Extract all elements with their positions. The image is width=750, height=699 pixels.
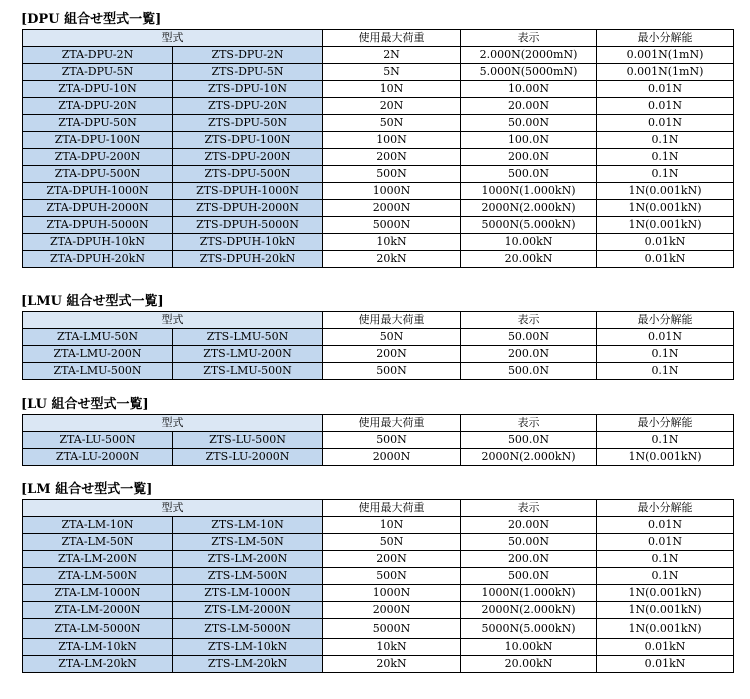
zta-model-cell: ZTA-LU-2000N <box>23 449 173 466</box>
zts-model-cell: ZTS-LMU-50N <box>173 329 323 346</box>
display-cell: 10.00kN <box>461 234 597 251</box>
section-title: [LU 組合せ型式一覧] <box>21 397 149 412</box>
min-resolution-cell: 0.1N <box>597 132 734 149</box>
max-load-cell: 200N <box>323 346 461 363</box>
table-row <box>23 329 734 346</box>
display-cell: 20.00N <box>461 517 597 534</box>
table-row <box>23 363 734 380</box>
max-load-cell: 50N <box>323 115 461 132</box>
max-load-cell: 2N <box>323 47 461 64</box>
display-cell: 50.00N <box>461 534 597 551</box>
table-row <box>23 517 734 534</box>
table-row <box>23 115 734 132</box>
min-resolution-cell: 0.001N(1mN) <box>597 64 734 81</box>
header-max-load: 使用最大荷重 <box>323 30 461 47</box>
display-cell: 200.0N <box>461 551 597 568</box>
header-display: 表示 <box>461 415 597 432</box>
zts-model-cell: ZTS-LM-1000N <box>173 585 323 602</box>
max-load-cell: 500N <box>323 363 461 380</box>
max-load-cell: 20kN <box>323 656 461 673</box>
table-row <box>23 47 734 64</box>
zta-model-cell: ZTA-LMU-50N <box>23 329 173 346</box>
table-row <box>23 132 734 149</box>
table-row <box>23 200 734 217</box>
zta-model-cell: ZTA-DPU-500N <box>23 166 173 183</box>
header-row <box>23 500 734 517</box>
min-resolution-cell: 0.01N <box>597 81 734 98</box>
table-row <box>23 619 734 639</box>
max-load-cell: 1000N <box>323 585 461 602</box>
zta-model-cell: ZTA-DPU-100N <box>23 132 173 149</box>
min-resolution-cell: 0.1N <box>597 149 734 166</box>
zts-model-cell: ZTS-DPU-100N <box>173 132 323 149</box>
min-resolution-cell: 1N(0.001kN) <box>597 619 734 639</box>
header-display: 表示 <box>461 30 597 47</box>
table-row <box>23 217 734 234</box>
header-type: 型式 <box>23 415 323 432</box>
zta-model-cell: ZTA-LM-5000N <box>23 619 173 639</box>
table-row <box>23 534 734 551</box>
zts-model-cell: ZTS-LU-2000N <box>173 449 323 466</box>
header-display: 表示 <box>461 500 597 517</box>
zta-model-cell: ZTA-DPU-2N <box>23 47 173 64</box>
max-load-cell: 2000N <box>323 602 461 619</box>
table-row <box>23 551 734 568</box>
model-table <box>22 29 734 268</box>
max-load-cell: 20N <box>323 98 461 115</box>
zts-model-cell: ZTS-LM-200N <box>173 551 323 568</box>
min-resolution-cell: 0.1N <box>597 363 734 380</box>
max-load-cell: 5000N <box>323 217 461 234</box>
header-type: 型式 <box>23 500 323 517</box>
max-load-cell: 1000N <box>323 183 461 200</box>
display-cell: 2000N(2.000kN) <box>461 602 597 619</box>
min-resolution-cell: 0.01kN <box>597 639 734 656</box>
zta-model-cell: ZTA-LM-10kN <box>23 639 173 656</box>
min-resolution-cell: 0.01kN <box>597 656 734 673</box>
max-load-cell: 10kN <box>323 639 461 656</box>
min-resolution-cell: 1N(0.001kN) <box>597 602 734 619</box>
max-load-cell: 10kN <box>323 234 461 251</box>
display-cell: 2000N(2.000kN) <box>461 200 597 217</box>
zts-model-cell: ZTS-DPU-2N <box>173 47 323 64</box>
zta-model-cell: ZTA-DPU-5N <box>23 64 173 81</box>
table-section <box>22 396 734 466</box>
header-type: 型式 <box>23 312 323 329</box>
display-cell: 500.0N <box>461 432 597 449</box>
display-cell: 5000N(5.000kN) <box>461 619 597 639</box>
max-load-cell: 2000N <box>323 449 461 466</box>
zts-model-cell: ZTS-DPU-200N <box>173 149 323 166</box>
zts-model-cell: ZTS-DPUH-5000N <box>173 217 323 234</box>
model-table <box>22 414 734 466</box>
zts-model-cell: ZTS-LM-500N <box>173 568 323 585</box>
max-load-cell: 100N <box>323 132 461 149</box>
min-resolution-cell: 1N(0.001kN) <box>597 217 734 234</box>
zta-model-cell: ZTA-LU-500N <box>23 432 173 449</box>
display-cell: 500.0N <box>461 166 597 183</box>
zts-model-cell: ZTS-LU-500N <box>173 432 323 449</box>
display-cell: 20.00kN <box>461 251 597 268</box>
min-resolution-cell: 0.1N <box>597 166 734 183</box>
section-title: [LMU 組合せ型式一覧] <box>21 294 164 309</box>
display-cell: 1000N(1.000kN) <box>461 585 597 602</box>
max-load-cell: 200N <box>323 551 461 568</box>
table-row <box>23 602 734 619</box>
zta-model-cell: ZTA-LM-500N <box>23 568 173 585</box>
max-load-cell: 10N <box>323 517 461 534</box>
min-resolution-cell: 0.001N(1mN) <box>597 47 734 64</box>
zta-model-cell: ZTA-LM-20kN <box>23 656 173 673</box>
table-row <box>23 432 734 449</box>
zta-model-cell: ZTA-LM-200N <box>23 551 173 568</box>
min-resolution-cell: 0.01N <box>597 98 734 115</box>
zts-model-cell: ZTS-DPU-50N <box>173 115 323 132</box>
display-cell: 50.00N <box>461 329 597 346</box>
zts-model-cell: ZTS-LM-5000N <box>173 619 323 639</box>
table-row <box>23 251 734 268</box>
display-cell: 200.0N <box>461 149 597 166</box>
min-resolution-cell: 0.01N <box>597 329 734 346</box>
header-type: 型式 <box>23 30 323 47</box>
table-row <box>23 149 734 166</box>
display-cell: 500.0N <box>461 568 597 585</box>
table-row <box>23 81 734 98</box>
zts-model-cell: ZTS-DPUH-2000N <box>173 200 323 217</box>
zts-model-cell: ZTS-LM-50N <box>173 534 323 551</box>
zta-model-cell: ZTA-LM-50N <box>23 534 173 551</box>
max-load-cell: 20kN <box>323 251 461 268</box>
min-resolution-cell: 0.01N <box>597 534 734 551</box>
table-section <box>22 293 734 380</box>
zts-model-cell: ZTS-LM-10N <box>173 517 323 534</box>
header-row <box>23 312 734 329</box>
zts-model-cell: ZTS-LMU-500N <box>173 363 323 380</box>
max-load-cell: 10N <box>323 81 461 98</box>
table-row <box>23 656 734 673</box>
zts-model-cell: ZTS-LM-20kN <box>173 656 323 673</box>
zta-model-cell: ZTA-DPUH-1000N <box>23 183 173 200</box>
max-load-cell: 50N <box>323 329 461 346</box>
min-resolution-cell: 1N(0.001kN) <box>597 183 734 200</box>
zts-model-cell: ZTS-DPUH-10kN <box>173 234 323 251</box>
header-min-resolution: 最小分解能 <box>597 30 734 47</box>
table-row <box>23 568 734 585</box>
table-row <box>23 234 734 251</box>
table-row <box>23 346 734 363</box>
display-cell: 10.00kN <box>461 639 597 656</box>
header-min-resolution: 最小分解能 <box>597 312 734 329</box>
table-section <box>22 481 734 673</box>
max-load-cell: 5N <box>323 64 461 81</box>
min-resolution-cell: 0.1N <box>597 568 734 585</box>
min-resolution-cell: 0.01N <box>597 517 734 534</box>
max-load-cell: 500N <box>323 166 461 183</box>
max-load-cell: 5000N <box>323 619 461 639</box>
display-cell: 20.00kN <box>461 656 597 673</box>
header-max-load: 使用最大荷重 <box>323 500 461 517</box>
min-resolution-cell: 1N(0.001kN) <box>597 200 734 217</box>
zts-model-cell: ZTS-DPU-10N <box>173 81 323 98</box>
min-resolution-cell: 0.1N <box>597 551 734 568</box>
min-resolution-cell: 1N(0.001kN) <box>597 585 734 602</box>
table-row <box>23 183 734 200</box>
header-min-resolution: 最小分解能 <box>597 415 734 432</box>
zta-model-cell: ZTA-DPUH-5000N <box>23 217 173 234</box>
max-load-cell: 500N <box>323 568 461 585</box>
display-cell: 5.000N(5000mN) <box>461 64 597 81</box>
table-row <box>23 639 734 656</box>
header-max-load: 使用最大荷重 <box>323 415 461 432</box>
header-row <box>23 415 734 432</box>
display-cell: 200.0N <box>461 346 597 363</box>
section-title: [LM 組合せ型式一覧] <box>21 482 153 497</box>
max-load-cell: 50N <box>323 534 461 551</box>
display-cell: 1000N(1.000kN) <box>461 183 597 200</box>
min-resolution-cell: 1N(0.001kN) <box>597 449 734 466</box>
table-row <box>23 166 734 183</box>
min-resolution-cell: 0.01kN <box>597 251 734 268</box>
max-load-cell: 500N <box>323 432 461 449</box>
max-load-cell: 200N <box>323 149 461 166</box>
display-cell: 500.0N <box>461 363 597 380</box>
zta-model-cell: ZTA-DPU-50N <box>23 115 173 132</box>
zts-model-cell: ZTS-DPUH-1000N <box>173 183 323 200</box>
min-resolution-cell: 0.01N <box>597 115 734 132</box>
display-cell: 2.000N(2000mN) <box>461 47 597 64</box>
zta-model-cell: ZTA-DPU-200N <box>23 149 173 166</box>
zta-model-cell: ZTA-LMU-200N <box>23 346 173 363</box>
model-table <box>22 499 734 673</box>
zta-model-cell: ZTA-DPUH-20kN <box>23 251 173 268</box>
zts-model-cell: ZTS-LMU-200N <box>173 346 323 363</box>
header-row <box>23 30 734 47</box>
min-resolution-cell: 0.1N <box>597 432 734 449</box>
table-row <box>23 64 734 81</box>
zts-model-cell: ZTS-DPU-20N <box>173 98 323 115</box>
zta-model-cell: ZTA-LM-10N <box>23 517 173 534</box>
zta-model-cell: ZTA-DPU-20N <box>23 98 173 115</box>
max-load-cell: 2000N <box>323 200 461 217</box>
display-cell: 50.00N <box>461 115 597 132</box>
zts-model-cell: ZTS-LM-10kN <box>173 639 323 656</box>
display-cell: 20.00N <box>461 98 597 115</box>
zta-model-cell: ZTA-DPUH-10kN <box>23 234 173 251</box>
zts-model-cell: ZTS-DPU-500N <box>173 166 323 183</box>
table-row <box>23 449 734 466</box>
display-cell: 2000N(2.000kN) <box>461 449 597 466</box>
zta-model-cell: ZTA-LMU-500N <box>23 363 173 380</box>
table-row <box>23 98 734 115</box>
display-cell: 10.00N <box>461 81 597 98</box>
table-row <box>23 585 734 602</box>
display-cell: 100.0N <box>461 132 597 149</box>
zta-model-cell: ZTA-DPUH-2000N <box>23 200 173 217</box>
display-cell: 5000N(5.000kN) <box>461 217 597 234</box>
header-min-resolution: 最小分解能 <box>597 500 734 517</box>
zta-model-cell: ZTA-DPU-10N <box>23 81 173 98</box>
zts-model-cell: ZTS-LM-2000N <box>173 602 323 619</box>
min-resolution-cell: 0.01kN <box>597 234 734 251</box>
zts-model-cell: ZTS-DPUH-20kN <box>173 251 323 268</box>
header-max-load: 使用最大荷重 <box>323 312 461 329</box>
table-section <box>22 11 734 268</box>
zta-model-cell: ZTA-LM-2000N <box>23 602 173 619</box>
model-table <box>22 311 734 380</box>
zts-model-cell: ZTS-DPU-5N <box>173 64 323 81</box>
min-resolution-cell: 0.1N <box>597 346 734 363</box>
section-title: [DPU 組合せ型式一覧] <box>21 12 162 27</box>
zta-model-cell: ZTA-LM-1000N <box>23 585 173 602</box>
header-display: 表示 <box>461 312 597 329</box>
